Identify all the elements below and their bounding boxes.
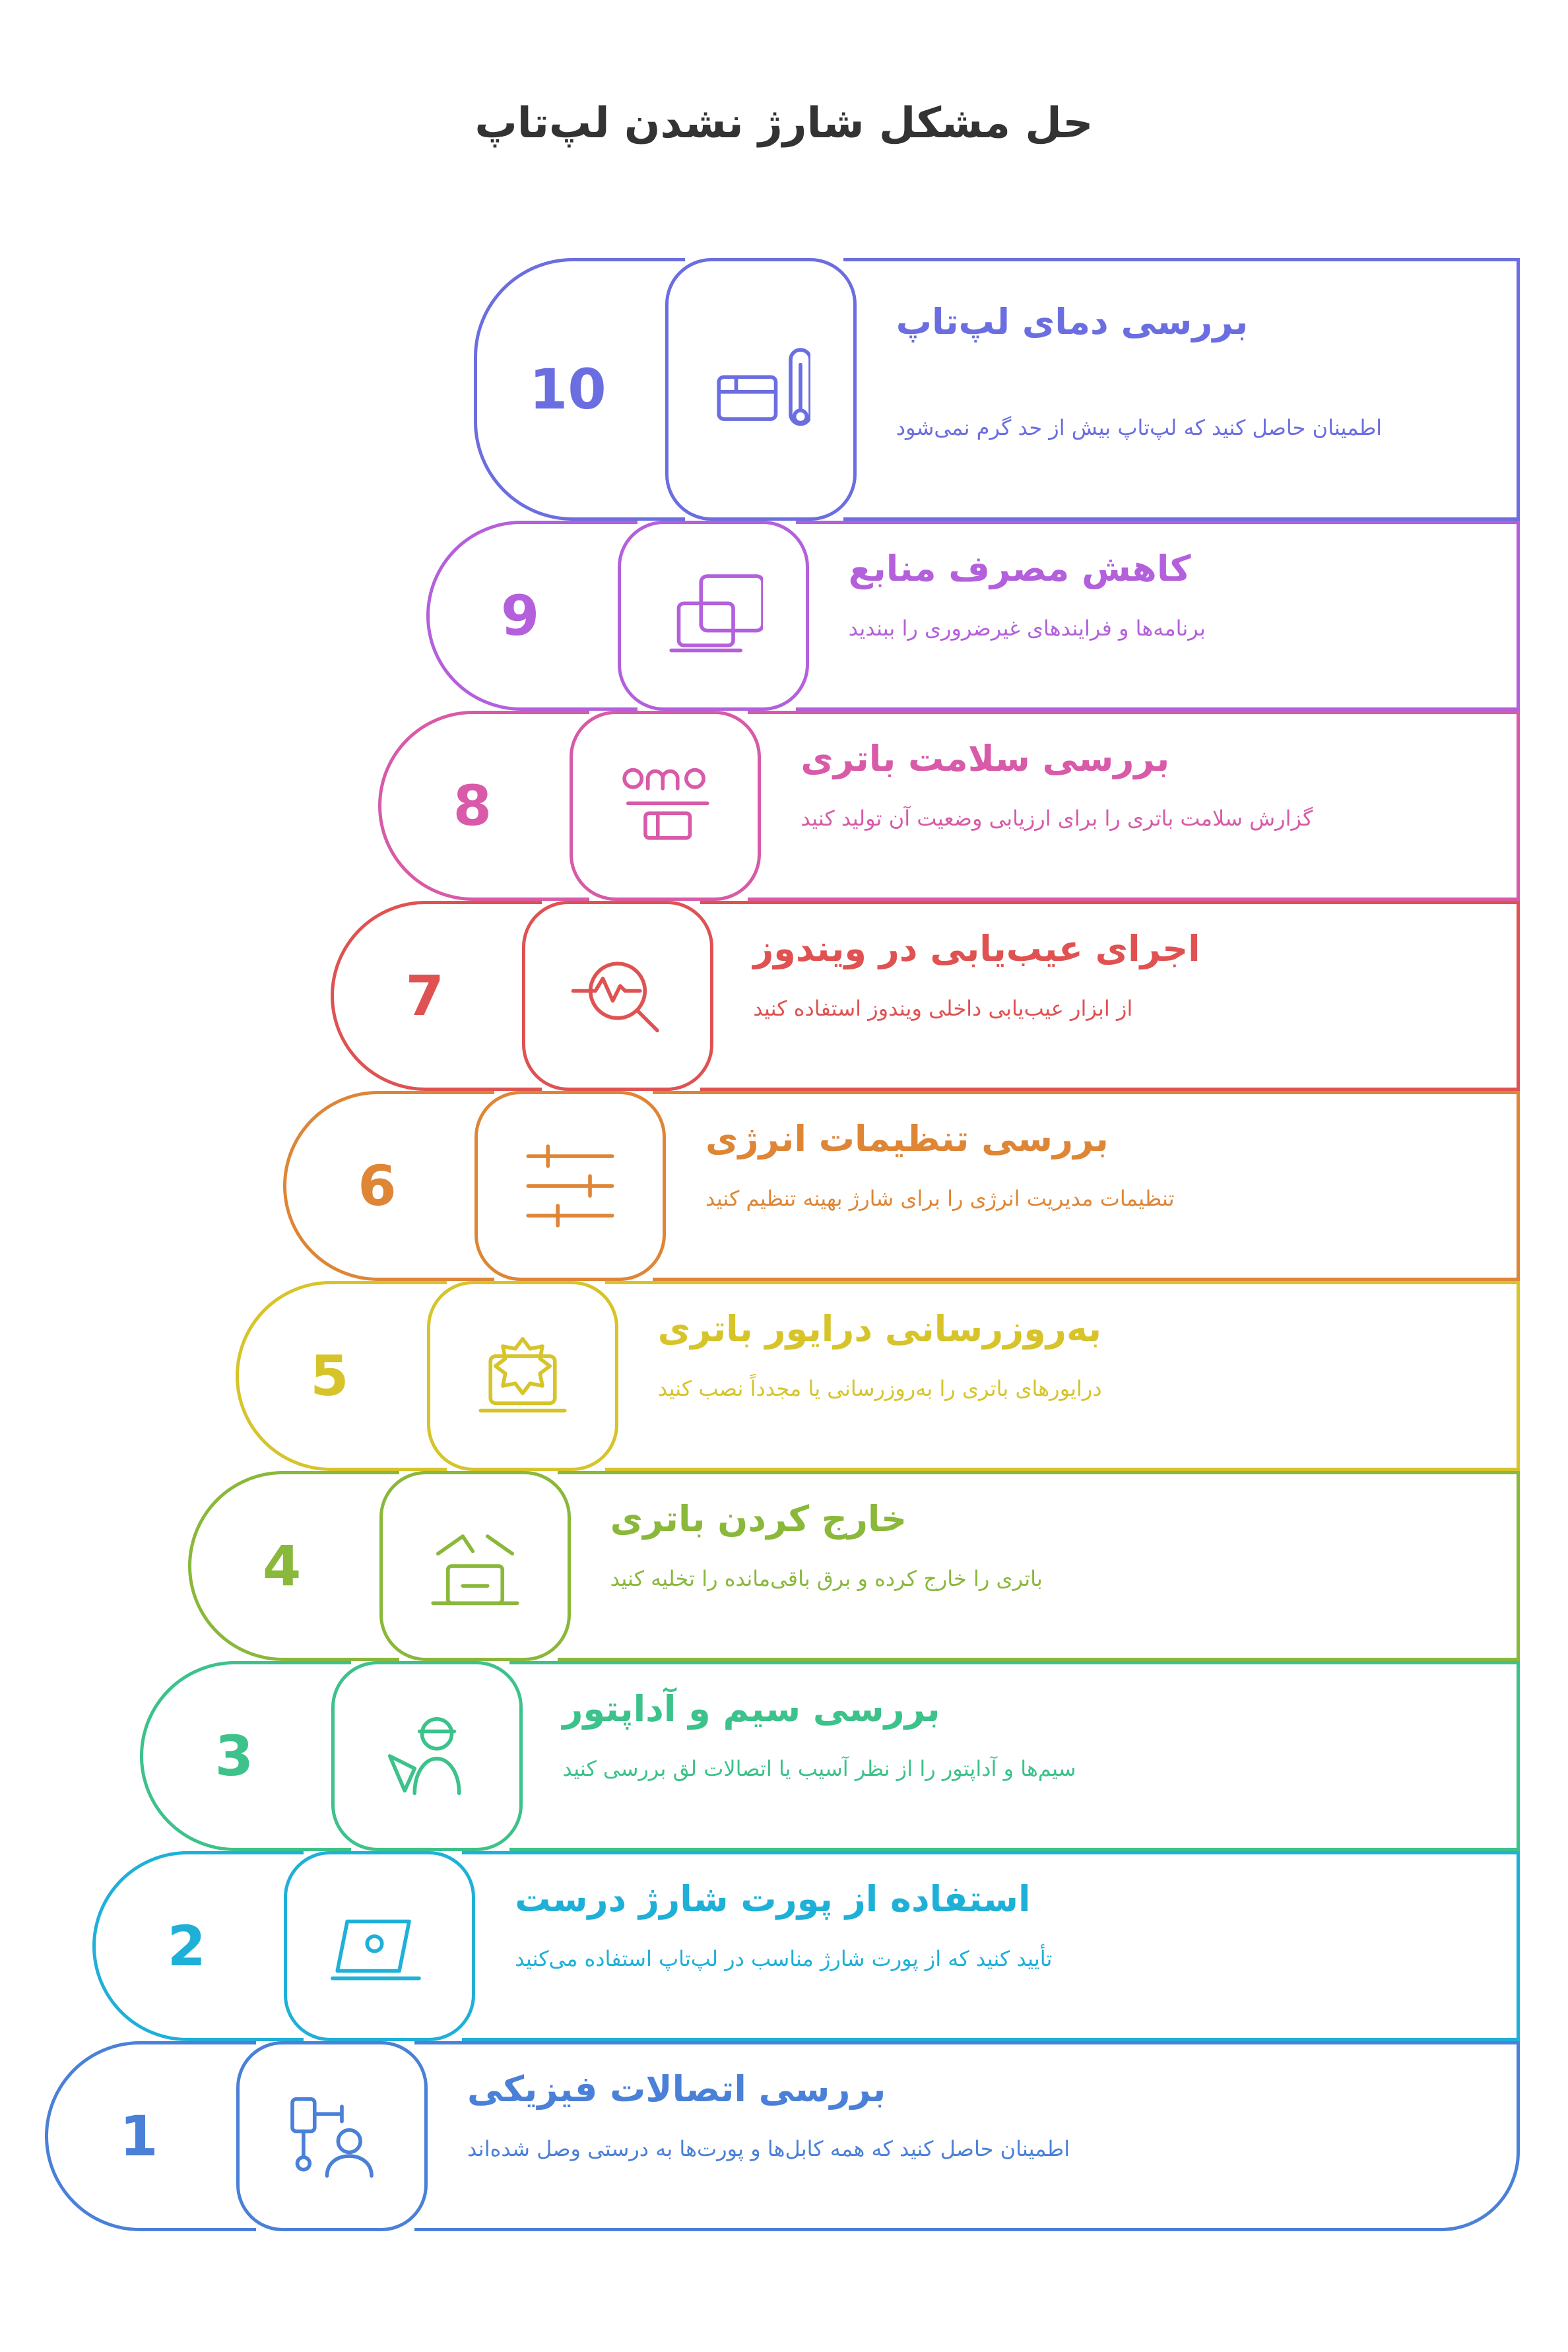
step-number-badge <box>426 521 637 711</box>
step-description: برنامه‌ها و فرایندهای غیرضروری را ببندید <box>848 616 1206 641</box>
step-row-4 <box>0 1471 1568 1661</box>
step-icon-cell <box>570 711 761 901</box>
step-number-badge <box>474 258 685 521</box>
step-description: تنظیمات مدیریت انرژی را برای شارژ بهینه تنظیم کنید <box>705 1186 1175 1211</box>
step-content <box>796 521 1520 711</box>
step-number: 6 <box>358 1154 397 1218</box>
step-number: 8 <box>453 773 492 838</box>
step-number: 10 <box>529 357 606 422</box>
technician-icon <box>377 1707 476 1806</box>
step-row-8 <box>0 711 1568 901</box>
step-title: به‌روزرسانی درایور باتری <box>657 1308 1101 1350</box>
step-content <box>748 711 1520 901</box>
step-number: 2 <box>167 1914 206 1978</box>
step-number: 9 <box>500 583 540 648</box>
step-row-1 <box>0 2041 1568 2231</box>
step-description: باتری را خارج کرده و برق باقی‌مانده را تخلیه کنید <box>610 1566 1043 1591</box>
step-number-badge <box>236 1281 447 1471</box>
laptop-port-icon <box>330 1897 429 1996</box>
diagnostic-magnifier-icon <box>568 946 667 1045</box>
step-number-badge <box>283 1091 494 1281</box>
step-icon-cell <box>236 2041 428 2231</box>
step-icon-cell <box>379 1471 571 1661</box>
step-number: 5 <box>310 1344 349 1408</box>
step-number-badge <box>188 1471 399 1661</box>
page-title: حل مشکل شارژ نشدن لپ‌تاپ <box>474 99 1094 148</box>
step-number: 3 <box>214 1724 254 1788</box>
step-row-7 <box>0 901 1568 1091</box>
step-row-2 <box>0 1851 1568 2041</box>
step-title: بررسی دمای لپ‌تاپ <box>896 301 1249 343</box>
step-content <box>509 1661 1520 1851</box>
step-description: گزارش سلامت باتری را برای ارزیابی وضعیت آن تولید کنید <box>800 806 1313 831</box>
step-content <box>558 1471 1520 1661</box>
step-title: بررسی سلامت باتری <box>800 738 1170 779</box>
step-icon-cell <box>522 901 713 1091</box>
step-content <box>462 1851 1520 2041</box>
step-icon-cell <box>284 1851 475 2041</box>
laptop-gear-icon <box>473 1326 572 1425</box>
step-row-10 <box>0 258 1568 521</box>
step-number-badge <box>331 901 542 1091</box>
step-number-badge <box>92 1851 304 2041</box>
step-number-badge <box>140 1661 351 1851</box>
battery-remove-icon <box>426 1517 525 1616</box>
step-title: استفاده از پورت شارژ درست <box>515 1878 1031 1920</box>
step-content <box>605 1281 1520 1471</box>
step-description: از ابزار عیب‌یابی داخلی ویندوز استفاده کنید <box>753 996 1133 1021</box>
battery-report-icon <box>616 756 715 855</box>
step-title: اجرای عیب‌یابی در ویندوز <box>753 928 1200 969</box>
step-title: بررسی اتصالات فیزیکی <box>467 2068 886 2110</box>
laptop-windows-icon <box>664 566 763 665</box>
step-icon-cell <box>618 521 809 711</box>
step-number-badge <box>45 2041 256 2231</box>
step-row-9 <box>0 521 1568 711</box>
step-icon-cell <box>331 1661 523 1851</box>
step-content <box>700 901 1520 1091</box>
step-icon-cell <box>427 1281 618 1471</box>
step-number-badge <box>378 711 589 901</box>
step-number: 4 <box>262 1534 302 1598</box>
cable-person-icon <box>282 2087 381 2186</box>
step-description: سیم‌ها و آداپتور را از نظر آسیب یا اتصالات لق بررسی کنید <box>562 1756 1076 1781</box>
step-number: 1 <box>119 2104 158 2169</box>
sliders-icon <box>521 1136 620 1235</box>
step-description: تأیید کنید که از پورت شارژ مناسب در لپ‌تاپ استفاده می‌کنید <box>515 1946 1053 1971</box>
step-title: بررسی سیم و آداپتور <box>562 1688 940 1730</box>
step-title: خارج کردن باتری <box>610 1498 907 1540</box>
step-row-5 <box>0 1281 1568 1471</box>
step-icon-cell <box>474 1091 666 1281</box>
step-icon-cell <box>665 258 857 521</box>
step-title: کاهش مصرف منابع <box>848 548 1191 589</box>
step-description: درایورهای باتری را به‌روزرسانی یا مجدداً نصب کنید <box>657 1376 1102 1401</box>
step-description: اطمینان حاصل کنید که همه کابل‌ها و پورت‌ها به درستی وصل شده‌اند <box>467 2136 1070 2161</box>
step-row-6 <box>0 1091 1568 1281</box>
step-content <box>843 258 1520 521</box>
step-content <box>653 1091 1520 1281</box>
step-row-3 <box>0 1661 1568 1851</box>
step-description: اطمینان حاصل کنید که لپ‌تاپ بیش از حد گرم نمی‌شود <box>896 415 1383 440</box>
step-title: بررسی تنظیمات انرژی <box>705 1118 1109 1160</box>
laptop-thermometer-icon <box>711 340 810 439</box>
step-number: 7 <box>405 964 444 1028</box>
step-content <box>414 2041 1520 2231</box>
